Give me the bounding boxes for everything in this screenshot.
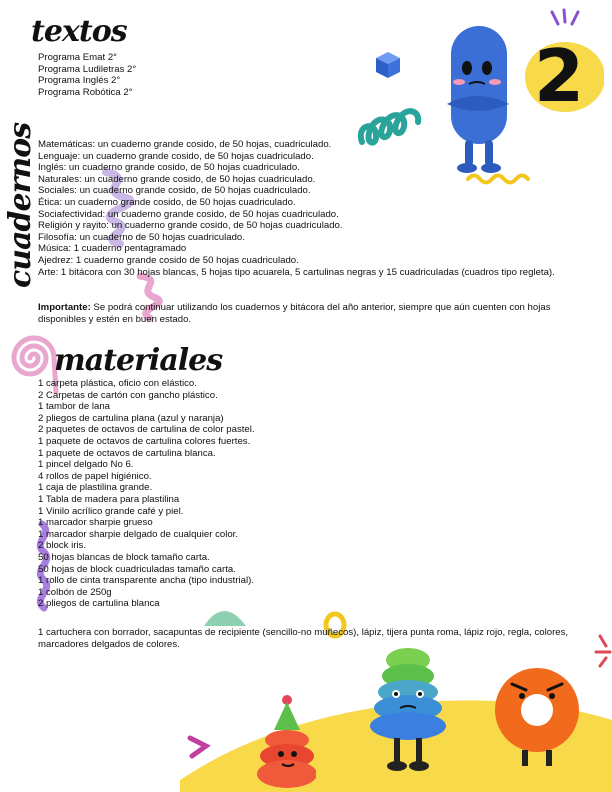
cuadernos-item: Sociafectividad: un cuaderno grande cosido, de 50 hojas cuadriculado. [38, 208, 339, 220]
grade-badge [522, 34, 604, 118]
materiales-item: 1 Vinilo acrílico grande café y piel. [38, 505, 184, 517]
materiales-item: 1 caja de plastilina grande. [38, 482, 153, 494]
textos-title: textos [31, 14, 127, 49]
cuadernos-item: Religión y rayito: un cuaderno grande cosido, de 50 hojas cuadriculado. [38, 220, 343, 232]
cuadernos-item: Filosofía: un cuaderno de 50 hojas cuadriculado. [38, 231, 245, 243]
cuadernos-list [38, 139, 343, 267]
yellow-wave-icon [466, 172, 530, 186]
materiales-item: 2 paquetes de octavos de cartulina de color pastel. [38, 424, 255, 436]
orange-donut-character-icon [492, 664, 582, 772]
arte-item: Arte: 1 bitácora con 30 hojas blancas, 5 hojas tipo acuarela, 5 cartulinas negras y 15 cuadriculadas (cuadros tipo regleta). [38, 267, 555, 278]
important-label: Importante: [38, 302, 91, 313]
materiales-item: 1 tambor de lana [38, 401, 110, 413]
purple-angle-icon [184, 732, 214, 762]
cuadernos-item: Naturales: un cuaderno grande cosido, de 50 hojas cuadriculado. [38, 173, 316, 185]
materiales-item: 1 carpeta plástica, oficio con elástico. [38, 378, 197, 389]
textos-list [38, 52, 136, 98]
materiales-item: 1 pincel delgado No 6. [38, 459, 134, 471]
materiales-item: 2 block iris. [38, 540, 86, 552]
cuadernos-item: Música: 1 cuaderno pentagramado [38, 243, 187, 255]
materiales-item: 50 hojas de block cuadriculadas tamaño carta. [38, 563, 236, 575]
cuadernos-item: Ajedrez: 1 cuaderno grande cosido de 50 hojas cuadriculado. [38, 254, 299, 266]
textos-item: Programa Inglés 2° [38, 75, 121, 87]
materiales-item: 1 paquete de octavos de cartulina colores fuertes. [38, 435, 251, 447]
materiales-item: 2 pliegos de cartulina plana (azul y naranja) [38, 412, 224, 424]
important-note [38, 302, 590, 326]
materiales-item: 50 hojas blancas de block tamaño carta. [38, 551, 210, 563]
cuadernos-item: Ética: un cuaderno grande cosido, de 50 hojas cuadriculado. [38, 196, 296, 208]
party-hat-character-icon [254, 694, 316, 792]
cuadernos-item: Matemáticas: un cuaderno grande cosido, de 50 hojas, cuadriculado. [38, 139, 332, 150]
textos-item: Programa Emat 2° [38, 52, 118, 63]
materiales-item: 1 marcador sharpie delgado de cualquier color. [38, 528, 238, 540]
textos-item: Programa Robótica 2° [38, 86, 133, 98]
cuadernos-item: Sociales: un cuaderno grande cosido, de 50 hojas cuadriculado. [38, 185, 311, 197]
important-text: Se podrá continuar utilizando los cuadernos y bitácora del año anterior, siempre que aún cuenten con hojas disponibles y estén en buen estado. [38, 302, 551, 325]
materiales-item: 1 marcador sharpie grueso [38, 517, 153, 529]
teal-spring-icon [356, 96, 426, 152]
materiales-item: 2 Carpetas de cartón con gancho plástico. [38, 389, 218, 401]
grade-badge-number: 2 [534, 34, 585, 118]
materiales-list [38, 378, 255, 610]
materiales-item: 1 colbón de 250g [38, 586, 112, 598]
stack-rings-character-icon [364, 646, 452, 774]
textos-item: Programa Ludiletras 2° [38, 63, 137, 75]
cuadernos-item: Inglés: un cuaderno grande cosido, de 50 hojas cuadriculado. [38, 162, 300, 174]
materiales-item: 1 Tabla de madera para plastilina [38, 493, 180, 505]
materiales-item: 1 rollo de cinta transparente ancha (tipo industrial). [38, 575, 254, 587]
blue-character-icon [437, 22, 519, 178]
materiales-item: 4 rollos de papel higiénico. [38, 470, 152, 482]
materiales-item: 2 pliegos de cartulina blanca [38, 598, 160, 610]
materiales-item: 1 paquete de octavos de cartulina blanca. [38, 447, 216, 459]
blue-cube-icon [370, 48, 404, 82]
cartuchera-item: 1 cartuchera con borrador, sacapuntas de recipiente (sencillo-no muñecos), lápiz, tijera punta roma, lápiz rojo, regla, colores, marcadores delgados de colores. [38, 627, 569, 650]
materiales-title: materiales [54, 343, 223, 378]
cuadernos-title: cuadernos [3, 122, 38, 288]
sparkle-lines-icon [548, 8, 582, 28]
cuadernos-item: Lenguaje: un cuaderno grande cosido, de 50 hojas cuadriculado. [38, 150, 314, 162]
